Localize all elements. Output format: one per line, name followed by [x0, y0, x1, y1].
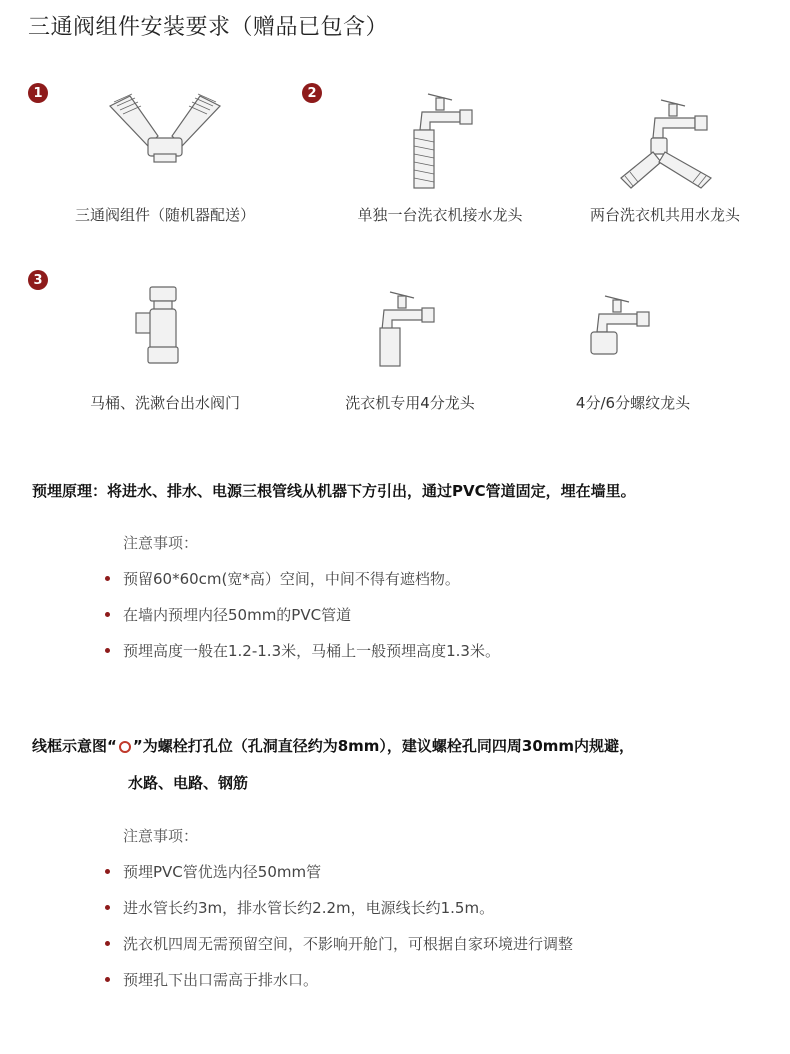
valve-assembly-figure	[95, 88, 235, 168]
bolt-hole-circle-icon	[119, 741, 131, 753]
three-way-valve-icon	[100, 88, 230, 168]
angle-valve-figure	[125, 283, 195, 368]
caption-valve-assembly: 三通阀组件（随机器配送）	[74, 206, 255, 224]
caption-single-faucet: 单独一台洗衣机接水龙头	[357, 206, 523, 224]
note-item: 预埋孔下出口需高于排水口。	[105, 969, 318, 990]
note-item: 洗衣机四周无需预留空间，不影响开舱门，可根据自家环境进行调整	[105, 933, 573, 954]
angle-valve-icon	[130, 283, 190, 368]
caption-threaded-faucet: 4分/6分螺纹龙头	[575, 394, 691, 412]
note-item: 在墙内预埋内径50mm的PVC管道	[105, 604, 351, 625]
step-badge-1: 1	[28, 83, 48, 103]
step-badge-2: 2	[302, 83, 322, 103]
threaded-faucet-icon	[585, 292, 655, 362]
page-title: 三通阀组件安装要求（赠品已包含）	[28, 15, 389, 40]
note-item: 预留60*60cm(宽*高）空间，中间不得有遮档物。	[105, 568, 460, 589]
faucet-hose-icon	[400, 90, 480, 190]
notes-title-1: 注意事项：	[123, 534, 199, 552]
caption-washer-faucet: 洗衣机专用4分龙头	[345, 394, 475, 412]
frame-text-suffix: ”为螺栓打孔位（孔洞直径约为8mm），建议螺栓孔同四周30mm内规避，	[132, 737, 635, 755]
washer-faucet-icon	[370, 288, 440, 368]
embed-principle-text: 预埋原理：将进水、排水、电源三根管线从机器下方引出，通过PVC管道固定，埋在墙里。	[32, 482, 636, 500]
faucet-y-valve-icon	[613, 96, 718, 191]
frame-diagram-text	[32, 735, 634, 756]
frame-text-prefix: 线框示意图“	[32, 737, 117, 755]
caption-shared-faucet: 两台洗衣机共用水龙头	[589, 206, 740, 224]
threaded-faucet-figure	[585, 292, 655, 362]
caption-angle-valve: 马桶、洗漱台出水阀门	[89, 394, 240, 412]
step-badge-3: 3	[28, 270, 48, 290]
note-item: 预埋高度一般在1.2-1.3米，马桶上一般预埋高度1.3米。	[105, 640, 500, 661]
frame-avoid-items: 水路、电路、钢筋	[128, 774, 249, 792]
single-faucet-figure	[395, 90, 485, 190]
note-item: 预埋PVC管优选内径50mm管	[105, 861, 321, 882]
notes-title-2: 注意事项：	[123, 827, 199, 845]
shared-faucet-figure	[610, 96, 720, 191]
note-item: 进水管长约3m，排水管长约2.2m，电源线长约1.5m。	[105, 897, 494, 918]
washer-faucet-figure	[370, 288, 440, 368]
